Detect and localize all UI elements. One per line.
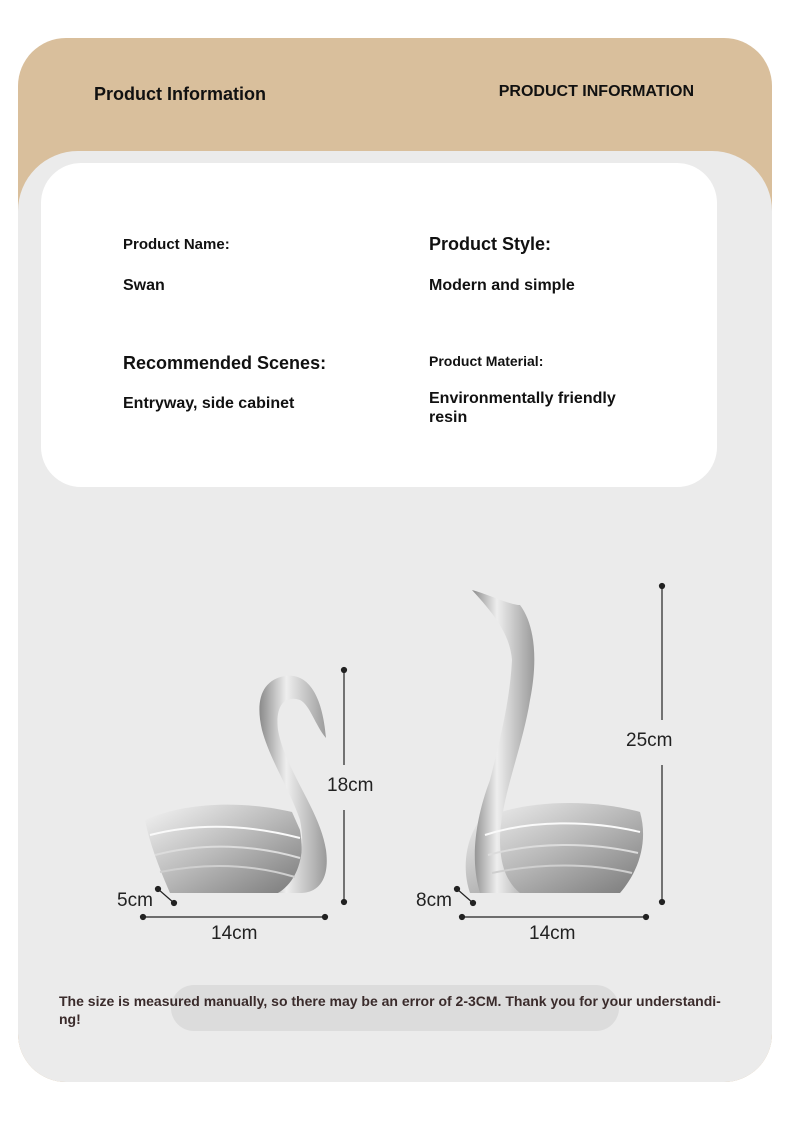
header-title-left: Product Information xyxy=(94,84,266,104)
recommended-scenes-value: Entryway, side cabinet xyxy=(123,395,295,412)
large-swan-height: 25cm xyxy=(626,730,673,751)
product-name-value: Swan xyxy=(123,277,165,294)
product-material-label: Product Material: xyxy=(429,353,544,369)
product-name-label: Product Name: xyxy=(123,236,230,253)
header-title-right: PRODUCT INFORMATION xyxy=(498,83,694,100)
small-swan-depth: 5cm xyxy=(117,890,153,911)
product-material-value: Environmentally friendly resin xyxy=(429,390,616,426)
recommended-scenes-label: Recommended Scenes: xyxy=(123,353,327,373)
large-swan xyxy=(466,590,643,893)
large-swan-width: 14cm xyxy=(529,923,576,944)
product-style-label: Product Style: xyxy=(429,234,552,254)
measurement-note: The size is measured manually, so there may be an error of 2-3CM. Thank you for your understandi-ng! xyxy=(59,993,721,1027)
small-swan-width: 14cm xyxy=(211,923,258,944)
small-swan-height: 18cm xyxy=(327,775,374,796)
small-swan xyxy=(145,676,327,893)
large-swan-depth: 8cm xyxy=(416,890,452,911)
product-style-value: Modern and simple xyxy=(429,277,575,294)
